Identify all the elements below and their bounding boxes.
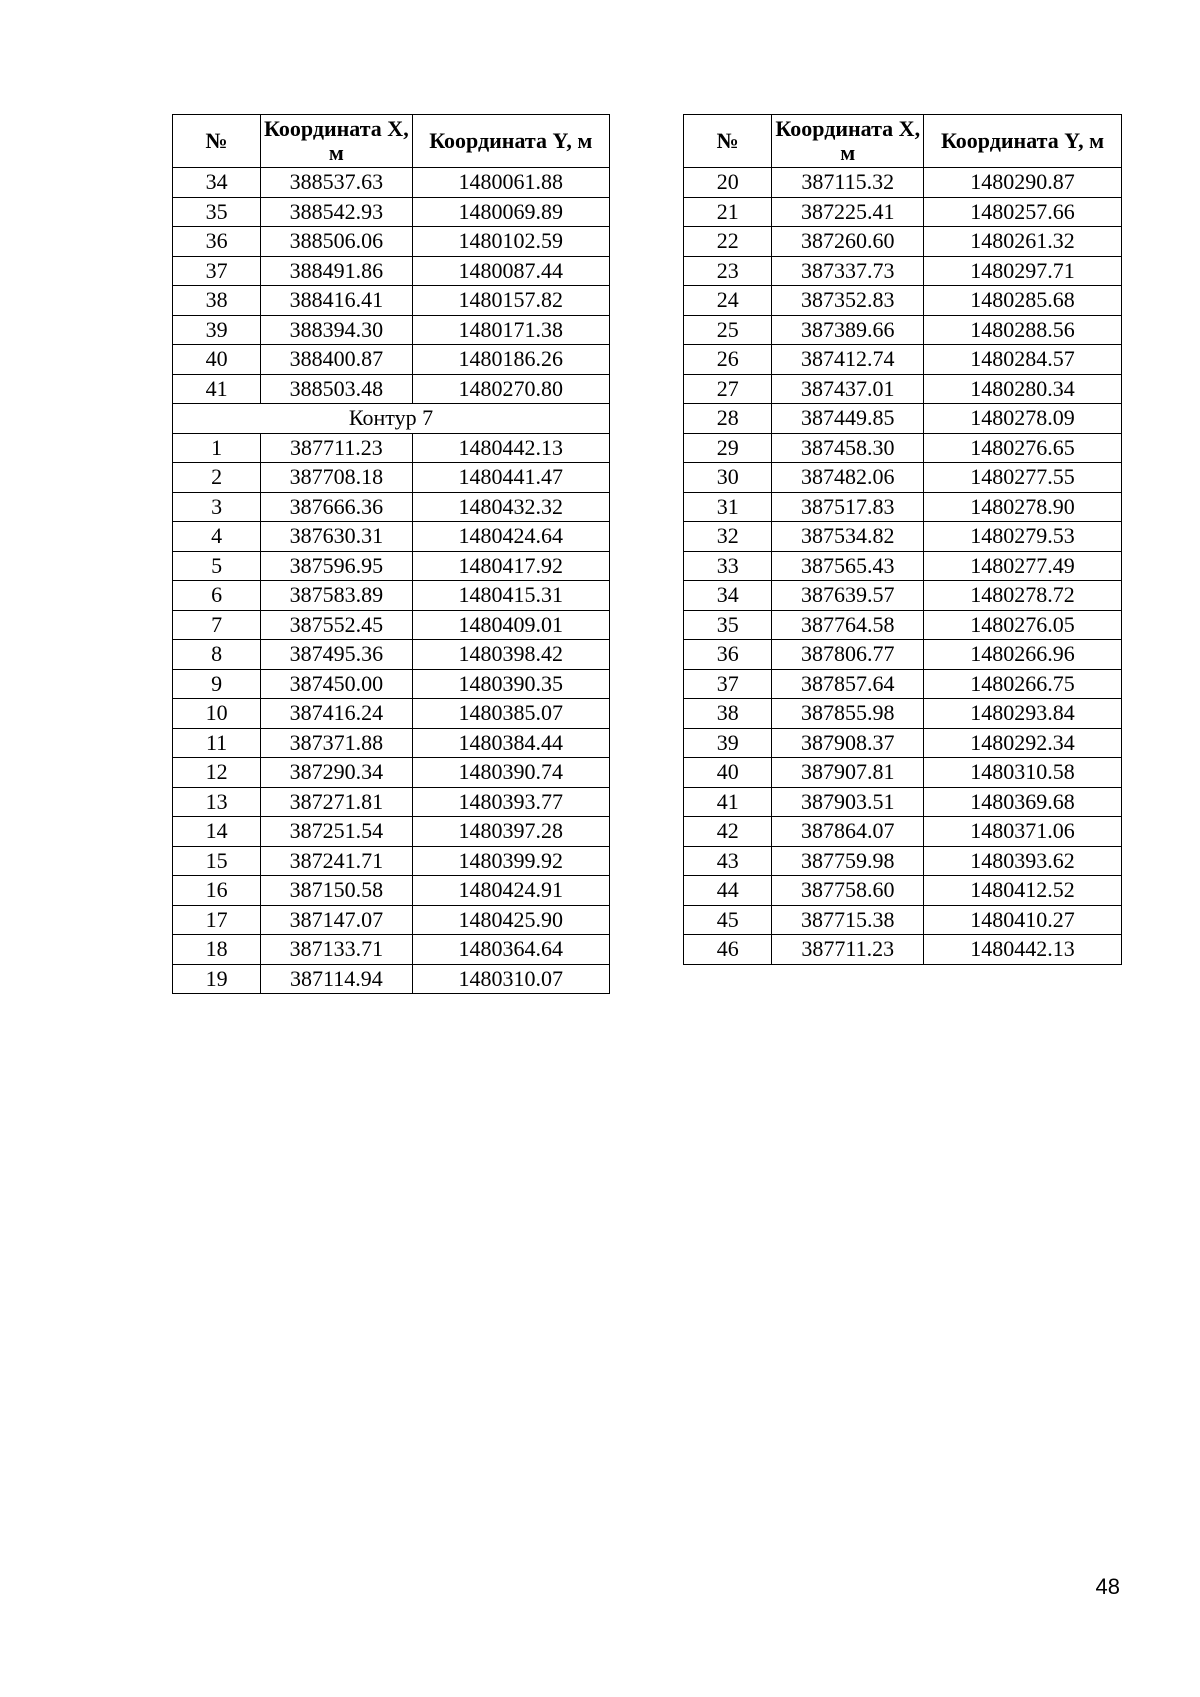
cell-x-coordinate: 387115.32 <box>772 168 924 198</box>
table-row <box>173 669 610 699</box>
table-row <box>173 846 610 876</box>
cell-x-coordinate: 388542.93 <box>261 197 412 227</box>
cell-number: 23 <box>684 256 772 286</box>
table-row <box>684 404 1122 434</box>
table-row <box>684 374 1122 404</box>
table-row <box>684 345 1122 375</box>
cell-number: 38 <box>173 286 261 316</box>
cell-number: 45 <box>684 905 772 935</box>
cell-y-coordinate: 1480385.07 <box>412 699 609 729</box>
cell-y-coordinate: 1480310.58 <box>924 758 1122 788</box>
cell-x-coordinate: 388537.63 <box>261 168 412 198</box>
table-row <box>684 551 1122 581</box>
table-row <box>684 758 1122 788</box>
table-row <box>173 876 610 906</box>
cell-y-coordinate: 1480293.84 <box>924 699 1122 729</box>
cell-y-coordinate: 1480186.26 <box>412 345 609 375</box>
table-row <box>173 610 610 640</box>
cell-x-coordinate: 387389.66 <box>772 315 924 345</box>
cell-number: 27 <box>684 374 772 404</box>
table-row <box>173 463 610 493</box>
cell-number: 41 <box>684 787 772 817</box>
cell-number: 1 <box>173 433 261 463</box>
cell-y-coordinate: 1480417.92 <box>412 551 609 581</box>
cell-number: 6 <box>173 581 261 611</box>
table-row <box>173 522 610 552</box>
table-row <box>684 699 1122 729</box>
header-number: № <box>684 115 772 168</box>
cell-y-coordinate: 1480288.56 <box>924 315 1122 345</box>
cell-x-coordinate: 387290.34 <box>261 758 412 788</box>
cell-number: 37 <box>684 669 772 699</box>
cell-number: 40 <box>684 758 772 788</box>
cell-y-coordinate: 1480270.80 <box>412 374 609 404</box>
table-row <box>173 374 610 404</box>
cell-y-coordinate: 1480425.90 <box>412 905 609 935</box>
coordinates-table-right <box>683 114 1122 965</box>
cell-y-coordinate: 1480266.75 <box>924 669 1122 699</box>
table-row <box>173 551 610 581</box>
table-row <box>684 787 1122 817</box>
cell-y-coordinate: 1480415.31 <box>412 581 609 611</box>
cell-y-coordinate: 1480290.87 <box>924 168 1122 198</box>
table-row <box>684 876 1122 906</box>
cell-number: 11 <box>173 728 261 758</box>
cell-number: 14 <box>173 817 261 847</box>
table-row <box>684 610 1122 640</box>
cell-x-coordinate: 387596.95 <box>261 551 412 581</box>
table-row <box>173 197 610 227</box>
cell-x-coordinate: 387864.07 <box>772 817 924 847</box>
cell-number: 9 <box>173 669 261 699</box>
cell-number: 41 <box>173 374 261 404</box>
cell-x-coordinate: 387150.58 <box>261 876 412 906</box>
cell-x-coordinate: 387495.36 <box>261 640 412 670</box>
cell-x-coordinate: 387450.00 <box>261 669 412 699</box>
header-x-coordinate: Координата X, м <box>261 115 412 168</box>
table-row <box>684 728 1122 758</box>
cell-x-coordinate: 387759.98 <box>772 846 924 876</box>
cell-y-coordinate: 1480442.13 <box>412 433 609 463</box>
cell-y-coordinate: 1480369.68 <box>924 787 1122 817</box>
cell-number: 12 <box>173 758 261 788</box>
table-row <box>173 640 610 670</box>
table-row <box>173 905 610 935</box>
cell-number: 35 <box>173 197 261 227</box>
cell-y-coordinate: 1480409.01 <box>412 610 609 640</box>
cell-x-coordinate: 387133.71 <box>261 935 412 965</box>
cell-x-coordinate: 387857.64 <box>772 669 924 699</box>
cell-x-coordinate: 387708.18 <box>261 463 412 493</box>
coordinates-table-left <box>172 114 610 994</box>
table-row <box>173 581 610 611</box>
table-row <box>684 581 1122 611</box>
cell-x-coordinate: 387416.24 <box>261 699 412 729</box>
cell-y-coordinate: 1480285.68 <box>924 286 1122 316</box>
cell-y-coordinate: 1480278.09 <box>924 404 1122 434</box>
table-row <box>684 905 1122 935</box>
cell-x-coordinate: 387903.51 <box>772 787 924 817</box>
cell-x-coordinate: 387583.89 <box>261 581 412 611</box>
cell-number: 4 <box>173 522 261 552</box>
table-row <box>684 522 1122 552</box>
cell-x-coordinate: 387458.30 <box>772 433 924 463</box>
cell-x-coordinate: 387482.06 <box>772 463 924 493</box>
table-row <box>173 315 610 345</box>
cell-y-coordinate: 1480276.05 <box>924 610 1122 640</box>
table-row <box>684 935 1122 965</box>
cell-number: 24 <box>684 286 772 316</box>
table-row <box>684 256 1122 286</box>
section-row <box>173 404 610 434</box>
table-row <box>173 817 610 847</box>
header-x-coordinate: Координата X, м <box>772 115 924 168</box>
cell-y-coordinate: 1480069.89 <box>412 197 609 227</box>
cell-number: 2 <box>173 463 261 493</box>
table-row <box>684 669 1122 699</box>
cell-number: 34 <box>684 581 772 611</box>
table-row <box>173 728 610 758</box>
header-number: № <box>173 115 261 168</box>
cell-number: 17 <box>173 905 261 935</box>
cell-number: 31 <box>684 492 772 522</box>
cell-number: 21 <box>684 197 772 227</box>
cell-number: 29 <box>684 433 772 463</box>
cell-y-coordinate: 1480424.64 <box>412 522 609 552</box>
table-row <box>684 492 1122 522</box>
page-number: 48 <box>1095 1574 1120 1599</box>
cell-y-coordinate: 1480424.91 <box>412 876 609 906</box>
table-row <box>684 286 1122 316</box>
cell-x-coordinate: 387251.54 <box>261 817 412 847</box>
cell-x-coordinate: 387260.60 <box>772 227 924 257</box>
table-row <box>173 227 610 257</box>
cell-number: 43 <box>684 846 772 876</box>
cell-x-coordinate: 387225.41 <box>772 197 924 227</box>
cell-number: 10 <box>173 699 261 729</box>
table-row <box>173 256 610 286</box>
cell-x-coordinate: 387352.83 <box>772 286 924 316</box>
cell-x-coordinate: 387758.60 <box>772 876 924 906</box>
cell-x-coordinate: 387666.36 <box>261 492 412 522</box>
cell-y-coordinate: 1480102.59 <box>412 227 609 257</box>
cell-x-coordinate: 387147.07 <box>261 905 412 935</box>
cell-x-coordinate: 387114.94 <box>261 964 412 994</box>
cell-x-coordinate: 388400.87 <box>261 345 412 375</box>
table-body-left <box>173 168 610 994</box>
cell-x-coordinate: 387271.81 <box>261 787 412 817</box>
table-header-row <box>173 115 610 168</box>
cell-y-coordinate: 1480087.44 <box>412 256 609 286</box>
cell-y-coordinate: 1480061.88 <box>412 168 609 198</box>
table-row <box>684 433 1122 463</box>
cell-y-coordinate: 1480390.74 <box>412 758 609 788</box>
cell-number: 46 <box>684 935 772 965</box>
cell-y-coordinate: 1480277.49 <box>924 551 1122 581</box>
cell-number: 32 <box>684 522 772 552</box>
cell-y-coordinate: 1480292.34 <box>924 728 1122 758</box>
cell-y-coordinate: 1480390.35 <box>412 669 609 699</box>
cell-x-coordinate: 387437.01 <box>772 374 924 404</box>
cell-y-coordinate: 1480412.52 <box>924 876 1122 906</box>
cell-y-coordinate: 1480398.42 <box>412 640 609 670</box>
cell-y-coordinate: 1480441.47 <box>412 463 609 493</box>
table-row <box>684 197 1122 227</box>
cell-y-coordinate: 1480280.34 <box>924 374 1122 404</box>
cell-x-coordinate: 387764.58 <box>772 610 924 640</box>
cell-x-coordinate: 387565.43 <box>772 551 924 581</box>
section-label: Контур 7 <box>173 404 610 434</box>
cell-number: 20 <box>684 168 772 198</box>
header-y-coordinate: Координата Y, м <box>924 115 1122 168</box>
cell-y-coordinate: 1480284.57 <box>924 345 1122 375</box>
cell-number: 19 <box>173 964 261 994</box>
cell-number: 38 <box>684 699 772 729</box>
cell-x-coordinate: 387534.82 <box>772 522 924 552</box>
cell-y-coordinate: 1480397.28 <box>412 817 609 847</box>
cell-x-coordinate: 387908.37 <box>772 728 924 758</box>
cell-number: 22 <box>684 227 772 257</box>
table-row <box>684 846 1122 876</box>
cell-number: 18 <box>173 935 261 965</box>
cell-number: 16 <box>173 876 261 906</box>
cell-number: 36 <box>684 640 772 670</box>
table-row <box>684 315 1122 345</box>
cell-x-coordinate: 387337.73 <box>772 256 924 286</box>
cell-y-coordinate: 1480442.13 <box>924 935 1122 965</box>
cell-y-coordinate: 1480364.64 <box>412 935 609 965</box>
cell-x-coordinate: 387907.81 <box>772 758 924 788</box>
cell-x-coordinate: 387371.88 <box>261 728 412 758</box>
cell-number: 44 <box>684 876 772 906</box>
cell-y-coordinate: 1480393.77 <box>412 787 609 817</box>
cell-y-coordinate: 1480371.06 <box>924 817 1122 847</box>
table-row <box>173 433 610 463</box>
cell-y-coordinate: 1480410.27 <box>924 905 1122 935</box>
table-row <box>173 492 610 522</box>
cell-x-coordinate: 387552.45 <box>261 610 412 640</box>
cell-y-coordinate: 1480266.96 <box>924 640 1122 670</box>
cell-number: 26 <box>684 345 772 375</box>
cell-y-coordinate: 1480297.71 <box>924 256 1122 286</box>
cell-number: 30 <box>684 463 772 493</box>
cell-number: 5 <box>173 551 261 581</box>
cell-y-coordinate: 1480261.32 <box>924 227 1122 257</box>
cell-number: 33 <box>684 551 772 581</box>
cell-number: 7 <box>173 610 261 640</box>
cell-x-coordinate: 387711.23 <box>261 433 412 463</box>
cell-x-coordinate: 387855.98 <box>772 699 924 729</box>
table-row <box>173 286 610 316</box>
cell-number: 35 <box>684 610 772 640</box>
header-y-coordinate: Координата Y, м <box>412 115 609 168</box>
table-row <box>684 168 1122 198</box>
cell-number: 28 <box>684 404 772 434</box>
cell-number: 39 <box>684 728 772 758</box>
cell-y-coordinate: 1480384.44 <box>412 728 609 758</box>
table-header-row <box>684 115 1122 168</box>
cell-number: 15 <box>173 846 261 876</box>
table-row <box>173 964 610 994</box>
cell-x-coordinate: 388506.06 <box>261 227 412 257</box>
cell-number: 34 <box>173 168 261 198</box>
table-row <box>173 345 610 375</box>
table-body-right <box>684 168 1122 965</box>
cell-number: 42 <box>684 817 772 847</box>
table-row <box>173 168 610 198</box>
cell-y-coordinate: 1480157.82 <box>412 286 609 316</box>
table-row <box>684 640 1122 670</box>
cell-y-coordinate: 1480257.66 <box>924 197 1122 227</box>
cell-number: 8 <box>173 640 261 670</box>
cell-x-coordinate: 388491.86 <box>261 256 412 286</box>
cell-y-coordinate: 1480277.55 <box>924 463 1122 493</box>
cell-x-coordinate: 387806.77 <box>772 640 924 670</box>
cell-x-coordinate: 388394.30 <box>261 315 412 345</box>
table-row <box>173 758 610 788</box>
cell-number: 3 <box>173 492 261 522</box>
cell-y-coordinate: 1480278.90 <box>924 492 1122 522</box>
cell-y-coordinate: 1480278.72 <box>924 581 1122 611</box>
cell-y-coordinate: 1480171.38 <box>412 315 609 345</box>
cell-number: 40 <box>173 345 261 375</box>
cell-x-coordinate: 387412.74 <box>772 345 924 375</box>
cell-number: 39 <box>173 315 261 345</box>
table-row <box>684 227 1122 257</box>
table-row <box>684 463 1122 493</box>
cell-number: 25 <box>684 315 772 345</box>
cell-x-coordinate: 387630.31 <box>261 522 412 552</box>
cell-number: 36 <box>173 227 261 257</box>
cell-number: 13 <box>173 787 261 817</box>
cell-y-coordinate: 1480432.32 <box>412 492 609 522</box>
cell-y-coordinate: 1480276.65 <box>924 433 1122 463</box>
cell-x-coordinate: 388503.48 <box>261 374 412 404</box>
cell-x-coordinate: 387241.71 <box>261 846 412 876</box>
table-row <box>684 817 1122 847</box>
cell-x-coordinate: 388416.41 <box>261 286 412 316</box>
table-row <box>173 935 610 965</box>
cell-x-coordinate: 387517.83 <box>772 492 924 522</box>
cell-number: 37 <box>173 256 261 286</box>
cell-x-coordinate: 387711.23 <box>772 935 924 965</box>
table-row <box>173 699 610 729</box>
cell-y-coordinate: 1480393.62 <box>924 846 1122 876</box>
cell-x-coordinate: 387639.57 <box>772 581 924 611</box>
cell-x-coordinate: 387449.85 <box>772 404 924 434</box>
cell-y-coordinate: 1480279.53 <box>924 522 1122 552</box>
cell-y-coordinate: 1480399.92 <box>412 846 609 876</box>
table-row <box>173 787 610 817</box>
cell-y-coordinate: 1480310.07 <box>412 964 609 994</box>
cell-x-coordinate: 387715.38 <box>772 905 924 935</box>
